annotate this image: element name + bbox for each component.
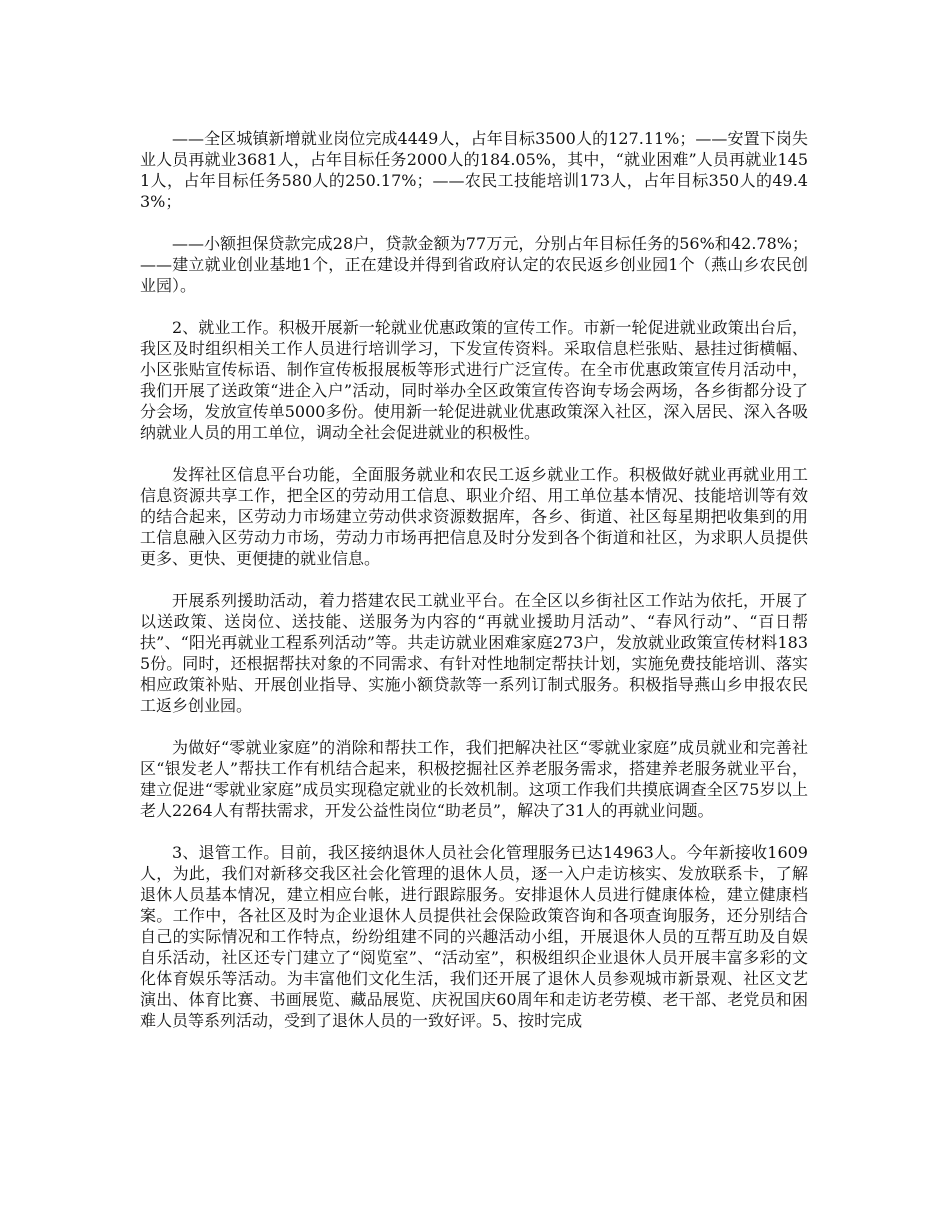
document-body [140,128,808,1052]
paragraph-assistance-activities: 开展系列援助活动，着力搭建农民工就业平台。在全区以乡街社区工作站为依托，开展了以送政策、送岗位、送技能、送服务为内容的“再就业援助月活动”、“春风行动”、“百日帮扶”、“阳光再就业工程系列活动”等。共走访就业困难家庭273户，发放就业政策宣传材料1835份。同时，还根据帮扶对象的不同需求、有针对性地制定帮扶计划，实施免费技能培训、落实相应政策补贴、开展创业指导、实施小额贷款等一系列订制式服务。积极指导燕山乡申报农民工返乡创业园。 [140,591,808,715]
paragraph-employment-targets: ——全区城镇新增就业岗位完成4449人，占年目标3500人的127.11%；——安置下岗失业人员再就业3681人，占年目标任务2000人的184.05%，其中，“就业困难”人员再就业1451人，占年目标任务580人的250.17%；——农民工技能培训173人，占年目标350人的49.43%； [140,129,808,211]
paragraph-guarantee-loans: ——小额担保贷款完成28户，贷款金额为77万元，分别占年目标任务的56%和42.78%；——建立就业创业基地1个，正在建设并得到省政府认定的农民返乡创业园1个（燕山乡农民创业园）。 [140,234,808,295]
paragraph-zero-employment-families: 为做好“零就业家庭”的消除和帮扶工作，我们把解决社区“零就业家庭”成员就业和完善社区“银发老人”帮扶工作有机结合起来，积极挖掘社区养老服务需求，搭建养老服务就业平台，建立促进“零就业家庭”成员实现稳定就业的长效机制。这项工作我们共摸底调查全区75岁以上老人2264人有帮扶需求，开发公益性岗位“助老员”，解决了31人的再就业问题。 [140,738,808,820]
paragraph-retiree-management: 3、退管工作。目前，我区接纳退休人员社会化管理服务已达14963人。今年新接收1609人，为此，我们对新移交我区社会化管理的退休人员，逐一入户走访核实、发放联系卡，了解退休人员基本情况，建立相应台帐，进行跟踪服务。安排退休人员进行健康体检，建立健康档案。工作中，各社区及时为企业退休人员提供社会保险政策咨询和各项查询服务，还分别结合自己的实际情况和工作特点，纷纷组建不同的兴趣活动小组，开展退休人员的互帮互助及自娱自乐活动，社区还专门建立了“阅览室”、“活动室”，积极组织企业退休人员开展丰富多彩的文化体育娱乐等活动。为丰富他们文化生活，我们还开展了退休人员参观城市新景观、社区文艺演出、体育比赛、书画展览、藏品展览、庆祝国庆60周年和走访老劳模、老干部、老党员和困难人员等系列活动，受到了退休人员的一致好评。5、按时完成 [140,843,808,1030]
paragraph-employment-work: 2、就业工作。积极开展新一轮就业优惠政策的宣传工作。市新一轮促进就业政策出台后，我区及时组织相关工作人员进行培训学习，下发宣传资料。采取信息栏张贴、悬挂过街横幅、小区张贴宣传标语、制作宣传板报展板等形式进行广泛宣传。在全市优惠政策宣传月活动中，我们开展了送政策“进企入户”活动，同时举办全区政策宣传咨询专场会两场，各乡街都分设了分会场，发放宣传单5000多份。使用新一轮促进就业优惠政策深入社区，深入居民、深入各吸纳就业人员的用工单位，调动全社会促进就业的积极性。 [140,318,808,442]
paragraph-community-info-platform: 发挥社区信息平台功能，全面服务就业和农民工返乡就业工作。积极做好就业再就业用工信息资源共享工作，把全区的劳动用工信息、职业介绍、用工单位基本情况、技能培训等有效的结合起来，区劳动力市场建立劳动供求资源数据库，各乡、街道、社区每星期把收集到的用工信息融入区劳动力市场，劳动力市场再把信息及时分发到各个街道和社区，为求职人员提供更多、更快、更便捷的就业信息。 [140,465,808,568]
